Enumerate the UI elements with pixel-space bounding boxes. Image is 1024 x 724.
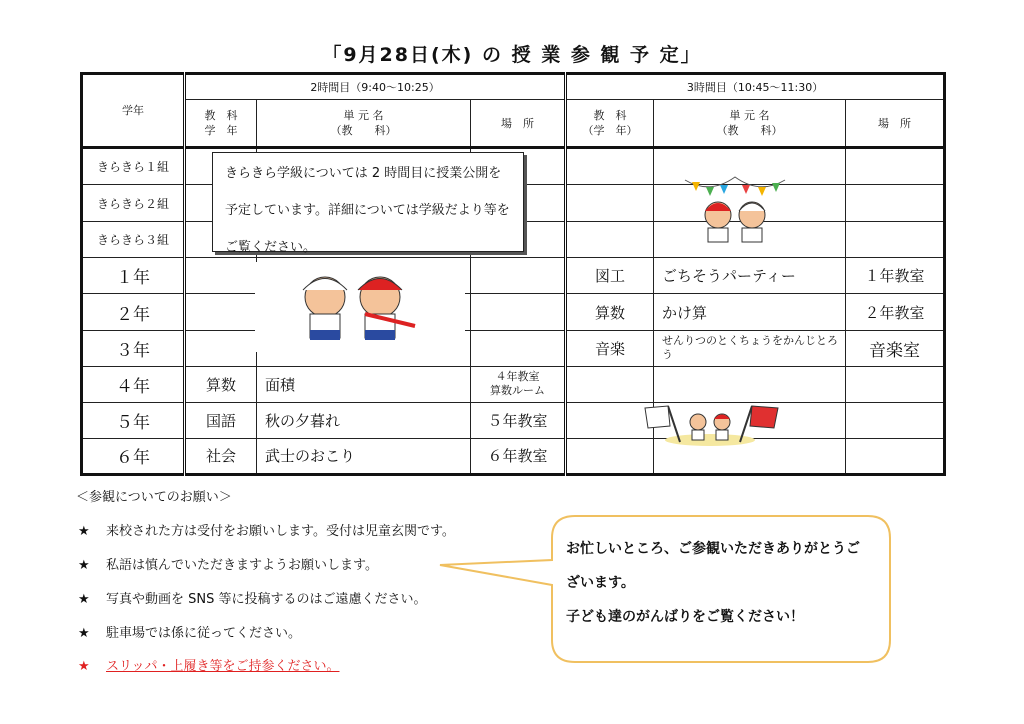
p2-place-cell: ５年教室 <box>471 402 566 438</box>
p3-place-cell: ２年教室 <box>846 294 945 330</box>
page-title: 「9月28日(木) の 授 業 参 観 予 定」 <box>322 44 702 66</box>
p2-unit-cell: 武士のおこり <box>257 438 471 474</box>
grade-cell: ２年 <box>82 294 185 330</box>
p3-subject-cell: 図工 <box>566 258 654 294</box>
grade-cell: ６年 <box>82 438 185 474</box>
note-item: ★ 私語は慎んでいただきますようお願いします。 <box>78 558 378 573</box>
p3-place-cell: １年教室 <box>846 258 945 294</box>
grade-cell: きらきら３組 <box>82 222 185 258</box>
p2-unit-cell: 秋の夕暮れ <box>257 402 471 438</box>
grade-cell: きらきら２組 <box>82 185 185 222</box>
p2-unit-cell: 面積 <box>257 366 471 402</box>
kirakira-notice: きらきら学級については 2 時間目に授業公開を 予定しています。詳細については学級だより等を ご覧ください。 <box>212 152 524 252</box>
notes-heading: ＜参観についてのお願い＞ <box>76 490 232 505</box>
grade-cell: ５年 <box>82 402 185 438</box>
grade-cell: きらきら１組 <box>82 148 185 185</box>
p3-place-cell: 音楽室 <box>846 330 945 366</box>
p2-unit-header: 単 元 名 （教 科） <box>257 100 471 148</box>
p2-subject-header: 教 科 学 年 <box>185 100 257 148</box>
period3-header: 3時間目（10:45〜11:30） <box>566 74 945 100</box>
p3-unit-header: 単 元 名 （教 科） <box>654 100 846 148</box>
p2-subject-cell: 社会 <box>185 438 257 474</box>
p3-place-header: 場 所 <box>846 100 945 148</box>
note-item: ★ 来校された方は受付をお願いします。受付は児童玄関です。 <box>78 524 455 539</box>
note-item: ★ 写真や動画を SNS 等に投稿するのはご遠慮ください。 <box>78 592 427 607</box>
grade-cell: １年 <box>82 258 185 294</box>
bubble-message: お忙しいところ、ご参観いただきありがとうご ざいます。 子ども達のがんばりをご覧ください！ <box>566 541 860 625</box>
note-item: ★ 駐車場では係に従ってください。 <box>78 626 302 641</box>
p2-place-header: 場 所 <box>471 100 566 148</box>
p3-unit-cell: かけ算 <box>654 294 846 330</box>
p3-subject-cell: 算数 <box>566 294 654 330</box>
p2-subject-cell: 算数 <box>185 366 257 402</box>
p3-subject-header: 教 科 （学 年） <box>566 100 654 148</box>
p3-subject-cell: 音楽 <box>566 330 654 366</box>
p2-place-cell: ４年教室 算数ルーム <box>471 366 566 402</box>
p2-place-cell: ６年教室 <box>471 438 566 474</box>
period2-header: 2時間目（9:40〜10:25） <box>185 74 566 100</box>
p2-subject-cell: 国語 <box>185 402 257 438</box>
grade-header: 学年 <box>82 74 185 148</box>
note-item-important: ★ スリッパ・上履き等をご持参ください。 <box>78 659 340 674</box>
p3-unit-cell: ごちそうパーティー <box>654 258 846 294</box>
grade-cell: ４年 <box>82 366 185 402</box>
p3-unit-cell: せんりつのとくちょうをかんじとろう <box>654 330 846 366</box>
grade-cell: ３年 <box>82 330 185 366</box>
